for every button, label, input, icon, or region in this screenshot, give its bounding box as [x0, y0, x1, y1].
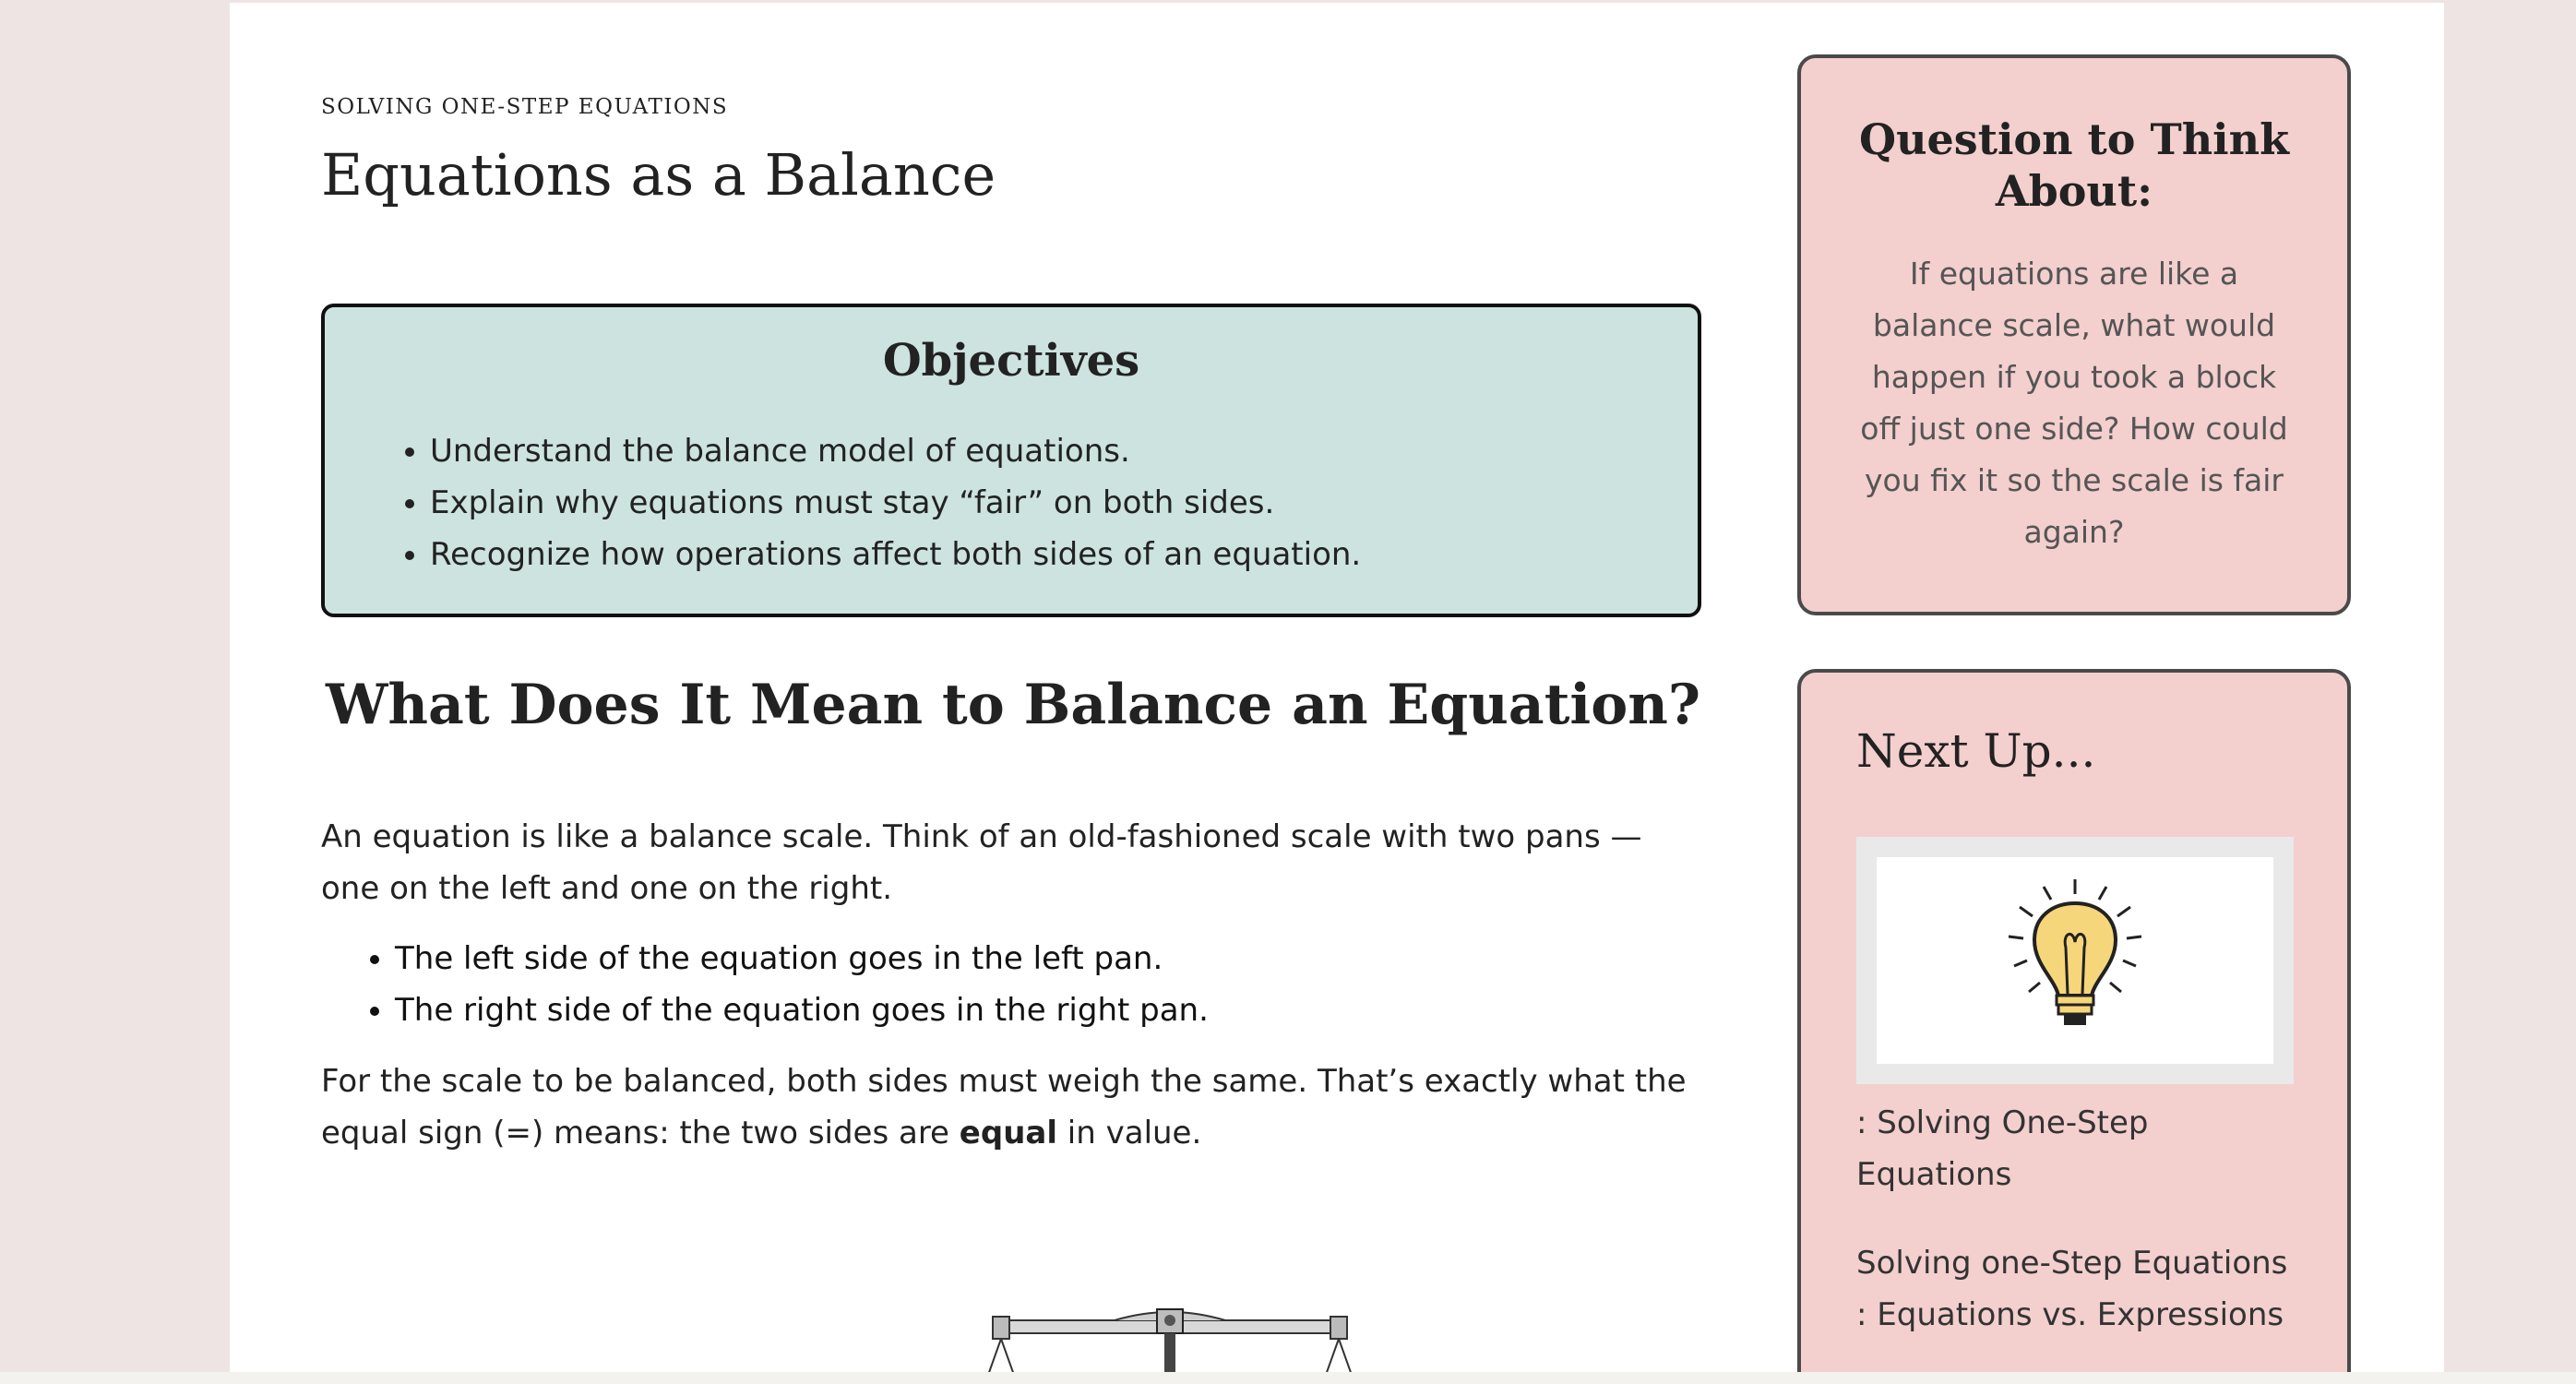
objective-item: • Recognize how operations affect both sides of an equation. [430, 529, 1361, 580]
next-lesson-link[interactable]: : Solving One-Step Equations [1856, 1104, 2149, 1193]
question-card [1797, 54, 2351, 615]
objectives-box [321, 304, 1701, 617]
sides-list-item: • The right side of the equation goes in the right pan. [395, 984, 1209, 1036]
equal-sign-text-end: in value. [1057, 1115, 1202, 1151]
objectives-heading: Objectives [882, 335, 1140, 387]
equal-emphasis: equal [959, 1115, 1057, 1151]
page-title: Equations as a Balance [321, 141, 996, 209]
objective-item: • Explain why equations must stay “fair” on both sides. [430, 477, 1361, 529]
equal-sign-paragraph [321, 1056, 1705, 1159]
intro-paragraph: An equation is like a balance scale. Think of an old-fashioned scale with two pans — one on the left and one on the right. [321, 818, 1642, 907]
section-heading: What Does It Mean to Balance an Equation? [325, 673, 1700, 737]
lightbulb-icon [1877, 857, 2273, 1064]
sides-list [321, 933, 1209, 1036]
next-up-heading: Next Up... [1856, 724, 2096, 778]
bottom-strip [0, 1372, 2576, 1384]
page [230, 3, 2444, 1372]
lesson-eyebrow: SOLVING ONE-STEP EQUATIONS [321, 95, 729, 119]
question-body: If equations are like a balance scale, what would happen if you took a block off just one side? How could you fix it so the scale is fair again? [1860, 256, 2288, 550]
objective-item: • Understand the balance model of equations. [430, 425, 1361, 477]
next-up-card [1797, 669, 2351, 1372]
equal-sign-text-start: For the scale to be balanced, both sides must weigh the same. That’s exactly what the equal sign (=) means: the two sides are [321, 1063, 1687, 1151]
balance-scale-icon [976, 1304, 1364, 1372]
objectives-list [382, 425, 1361, 580]
next-lesson-thumbnail[interactable] [1856, 837, 2294, 1084]
next-lesson-link[interactable]: Solving one-Step Equations : Equations vs. Expressions [1856, 1245, 2288, 1333]
sides-list-item: • The left side of the equation goes in the left pan. [395, 933, 1209, 984]
question-heading: Question to Think About: [1859, 114, 2289, 216]
